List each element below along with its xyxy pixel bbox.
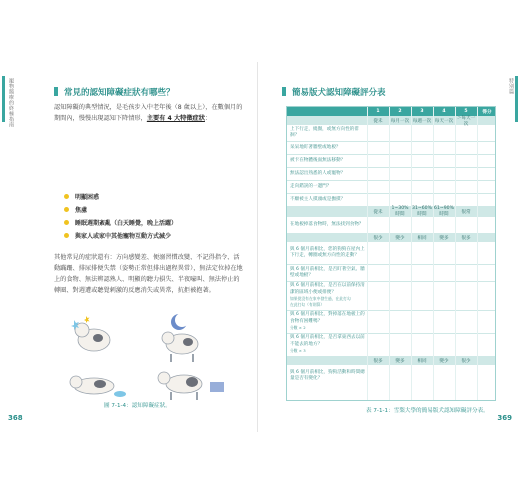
intro-text-2: ： <box>204 115 212 122</box>
table-subheader-row <box>287 356 496 365</box>
other-symptoms-paragraph: 其他常見的症狀還有：方向感變差、便溺習慣改變、不記得指令、活動蹣跚、排尿排便失禁（姿勢正常但排出過程異常），無法定位掉在地上的食物、無法辨認熟人、明顯的聽力損失、半夜嚎叫、無法停止的轉圈、對週遭或聽覺刺激的反應消失或異常，抗拒被抱著。 <box>54 254 243 294</box>
side-tab-label: 特別篇 <box>508 78 514 95</box>
intro-text-1: 認知障礙的典型情況，是毛孩步入中老年後（8 歲以上），在數個月的期間內，慢慢出現認知下降情形， <box>54 104 243 122</box>
subheader-cell <box>287 206 367 217</box>
subheader-cell: 相同 <box>411 356 433 365</box>
table-row <box>287 125 496 141</box>
list-item <box>64 216 234 229</box>
table-row <box>287 181 496 193</box>
left-page <box>0 62 258 432</box>
question-cell <box>287 311 367 333</box>
bullet-dot-icon <box>64 194 69 199</box>
question-cell: 不願被主人摸頭或是撫摸？ <box>290 196 346 202</box>
page-number: 369 <box>497 414 512 422</box>
header-cell: 5 <box>455 107 477 116</box>
question-note: 在此打勾（有則算） <box>290 302 325 308</box>
question-cell: 呆呆地盯著牆壁或地板？ <box>290 144 341 150</box>
question-note: 分數 × 2 <box>290 325 306 331</box>
side-tab-bar <box>2 76 5 122</box>
table-row <box>287 155 496 167</box>
question-cell: 上下行走，繞圈，或無方向性的徘徊？ <box>290 126 359 138</box>
subheader-cell <box>287 233 367 242</box>
subheader-cell <box>477 116 496 125</box>
question-cell: 在地板掉落食物時，無法找到食物？ <box>290 221 364 227</box>
question-cell: 無法認出熟悉的人或寵物？ <box>290 170 346 176</box>
side-tab-label: 寵物醫療的終極指南 <box>8 78 14 128</box>
subheader-cell: 變少 <box>389 233 411 242</box>
header-cell: 1 <box>367 107 389 116</box>
lying-dog-icon <box>70 376 126 397</box>
subheader-cell: 很少 <box>455 356 477 365</box>
symptom-list <box>64 190 234 242</box>
table-subheader-row <box>287 116 496 125</box>
question-note: 如果從沒有在家中發生過，在此打勾 <box>290 296 351 301</box>
table-subheader-row <box>287 206 496 217</box>
subheader-cell: 很常 <box>455 206 477 217</box>
bullet-dot-icon <box>64 220 69 225</box>
table-row <box>287 311 496 333</box>
subheader-cell: 很少 <box>367 233 389 242</box>
table-caption: 表 7-1-1：雪梨大學的簡易版犬認知障礙評分表。 <box>366 408 489 414</box>
question-text: 與 6 個月前相比，是否在以前保持清潔的區域小便或排便？ <box>290 283 365 295</box>
title-bar-icon <box>282 87 286 96</box>
question-cell: 與 6 個月前相比，狗狗活動和時間總量是否有變化？ <box>290 369 365 381</box>
question-text: 與 6 個月前相比，是否拿東西去以前不能去的地方？ <box>290 335 365 347</box>
subheader-cell: ＞每天一次 <box>456 115 476 127</box>
confused-dog-icon <box>71 316 110 351</box>
intro-highlight: 主要有 4 大特徵症狀 <box>146 115 205 122</box>
section-title <box>54 86 244 98</box>
header-cell <box>287 107 367 116</box>
section-title-text: 常見的認知障礙症狀有哪些？ <box>64 88 175 98</box>
table-subheader-row <box>287 233 496 242</box>
night-dog-icon <box>162 313 198 362</box>
book-spread <box>0 62 520 432</box>
bullet-text: 睡眠週期紊亂（白天睡覺，晚上活躍） <box>75 220 178 227</box>
subheader-cell <box>287 116 367 125</box>
intro-paragraph <box>54 102 244 124</box>
subheader-cell: 31~60% 時間 <box>412 206 432 217</box>
subheader-cell: 從未 <box>367 116 389 125</box>
section-title <box>282 86 482 98</box>
section-title-text: 簡易版犬認知障礙評分表 <box>292 88 386 98</box>
bullet-text: 明顯困惑 <box>75 194 100 201</box>
header-cell: 2 <box>389 107 411 116</box>
subheader-cell: 每天一次 <box>433 116 455 125</box>
subheader-cell: 變多 <box>389 356 411 365</box>
subheader-cell: 相同 <box>411 233 433 242</box>
figure-caption: 圖 7-1-4：認知障礙症狀。 <box>104 403 171 409</box>
table-row <box>287 194 496 206</box>
table-row <box>287 334 496 356</box>
bullet-text: 與家人或家中其他寵物互動方式減少 <box>75 233 172 240</box>
subheader-cell <box>477 356 496 365</box>
list-item <box>64 190 234 203</box>
bullet-dot-icon <box>64 233 69 238</box>
subheader-cell: 變多 <box>433 233 455 242</box>
question-note: 分數 × 3 <box>290 348 306 354</box>
header-cell: 得分 <box>477 107 496 116</box>
table-row <box>287 242 496 264</box>
right-page <box>260 62 520 432</box>
header-cell: 3 <box>411 107 433 116</box>
table-row <box>287 217 496 233</box>
table-row <box>287 265 496 281</box>
subheader-cell: 1~30% 時間 <box>389 206 411 217</box>
question-cell: 被卡在物體後面無法移動？ <box>290 157 346 163</box>
title-bar-icon <box>54 87 58 96</box>
subheader-cell: 很多 <box>455 233 477 242</box>
subheader-cell: 每月一次 <box>389 116 411 125</box>
subheader-cell: 61~90% 時間 <box>434 206 454 217</box>
dog-illustration <box>64 312 234 402</box>
question-cell <box>287 282 367 310</box>
subheader-cell <box>477 233 496 242</box>
table-row <box>287 282 496 310</box>
table-row <box>287 365 496 387</box>
header-cell: 4 <box>433 107 455 116</box>
page-number: 368 <box>8 414 23 422</box>
subheader-cell: 變少 <box>433 356 455 365</box>
table-row <box>287 142 496 154</box>
question-cell: 與 6 個月前相比，您的狗狗在屋內上下行走，轉圈或無方向性的走動？ <box>290 246 365 258</box>
side-tab-bar <box>515 76 518 122</box>
subheader-cell: 從未 <box>367 206 389 217</box>
question-cell: 走向錯誤的一邊門？ <box>290 183 332 189</box>
subheader-cell <box>287 356 367 365</box>
list-item <box>64 203 234 216</box>
assessment-table <box>286 106 496 401</box>
bullet-dot-icon <box>64 207 69 212</box>
table-row <box>287 168 496 180</box>
subheader-cell: 每週一次 <box>411 116 433 125</box>
question-text: 與 6 個月前相比，對掉落在地板上的食物有困難嗎？ <box>290 312 365 324</box>
bullet-text: 焦慮 <box>75 207 88 214</box>
question-cell <box>287 334 367 356</box>
question-cell: 與 6 個月前相比，是否盯著空氣、牆壁或地板？ <box>290 266 365 278</box>
walking-dog-icon <box>158 372 224 400</box>
list-item <box>64 229 234 242</box>
subheader-cell: 很多 <box>367 356 389 365</box>
subheader-cell <box>477 206 496 217</box>
